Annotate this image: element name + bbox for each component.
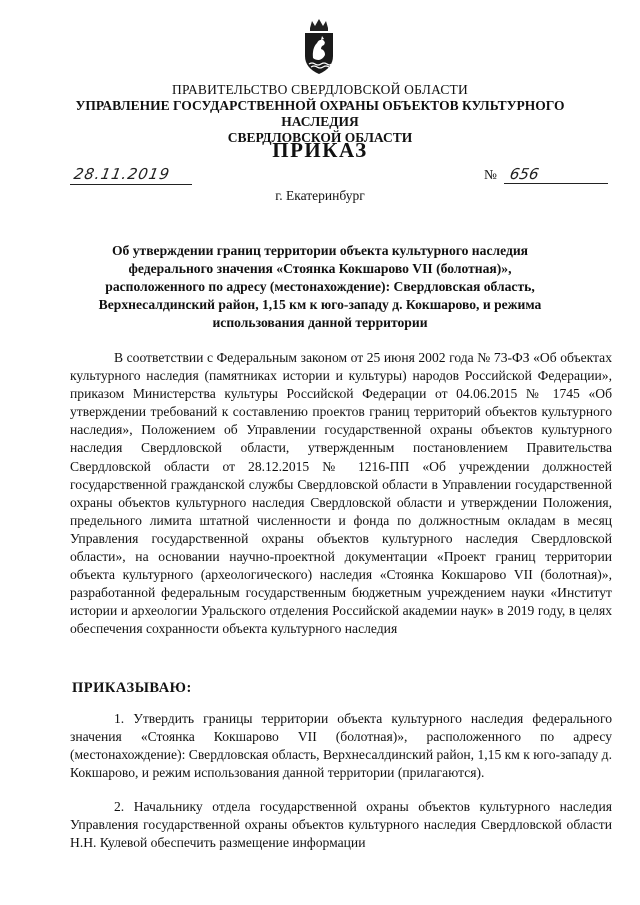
sverdlovsk-coat-of-arms-icon bbox=[301, 18, 337, 76]
order-heading: ПРИКАЗЫВАЮ: bbox=[72, 680, 192, 696]
number-prefix: № bbox=[484, 167, 497, 182]
date-field bbox=[70, 166, 192, 185]
order-item-2: 2. Начальнику отдела государственной охраны объектов культурного наследия Управления государственной охраны объектов культурного наследия Свердловской области Н.Н. Кулевой обеспечить размещение информации bbox=[70, 799, 612, 851]
preamble-paragraph: В соответствии с Федеральным законом от 25 июня 2002 года № 73-ФЗ «Об объектах культурного наследия (памятниках истории и культуры) народов Российской Федерации», приказом Министерства культуры Российской Федерации от 04.06.2015 № 1745 «Об утверждении требований к составлению проектов границ территорий объектов культурного наследия», Положением об Управлении государственной охраны объектов культурного наследия Свердловской области, утвержденным постановлением Правительства Свердловской области от 28.12.2015 № 1216-ПП «Об учреждении должностей государственной гражданской службы Свердловской области в Управлении государственной охраны объектов культурного наследия Свердловской области и утверждении Положения, предельного лимита штатной численности и фонда по должностным окладам в месяц Управления государственной охраны объектов культурного наследия Свердловской области», на основании научно-проектной документации «Проект границ территории объекта культурного (археологического) наследия «Стоянка Кокшарово VII (болотная)», разработанной федеральным государственным бюджетным учреждением науки «Институт истории и археологии Уральского отделения Российской академии наук» в 2019 году, в целях обеспечения сохранности объекта культурного наследия bbox=[70, 350, 612, 637]
government-name: ПРАВИТЕЛЬСТВО СВЕРДЛОВСКОЙ ОБЛАСТИ bbox=[172, 82, 468, 97]
department-line-2: СВЕРДЛОВСКОЙ ОБЛАСТИ bbox=[227, 130, 413, 145]
city: г. Екатеринбург bbox=[275, 188, 365, 203]
order-number: 656 bbox=[508, 165, 541, 183]
department-line-1: УПРАВЛЕНИЕ ГОСУДАРСТВЕННОЙ ОХРАНЫ ОБЪЕКТОВ КУЛЬТУРНОГО НАСЛЕДИЯ bbox=[75, 98, 565, 129]
order-title: Об утверждении границ территории объекта культурного наследия федерального значения «Стоянка Кокшарово VII (болотная)», расположенного по адресу (местонахождение): Свердловская область, Верхнесалдинский район, 1,15 км к юго-западу д. Кокшарово, и режима использования данной территории bbox=[98, 243, 542, 330]
document-type: ПРИКАЗ bbox=[272, 138, 368, 162]
order-item-1: 1. Утвердить границы территории объекта культурного наследия федерального значения «Стоянка Кокшарово VII (болотная)», расположенного по адресу (местонахождение): Свердловская область, Верхнесалдинский район, 1,15 км к юго-западу д. Кокшарово, и режим использования данной территории (прилагаются). bbox=[70, 711, 612, 781]
order-date: 28.11.2019 bbox=[72, 165, 172, 183]
number-field bbox=[484, 166, 608, 184]
